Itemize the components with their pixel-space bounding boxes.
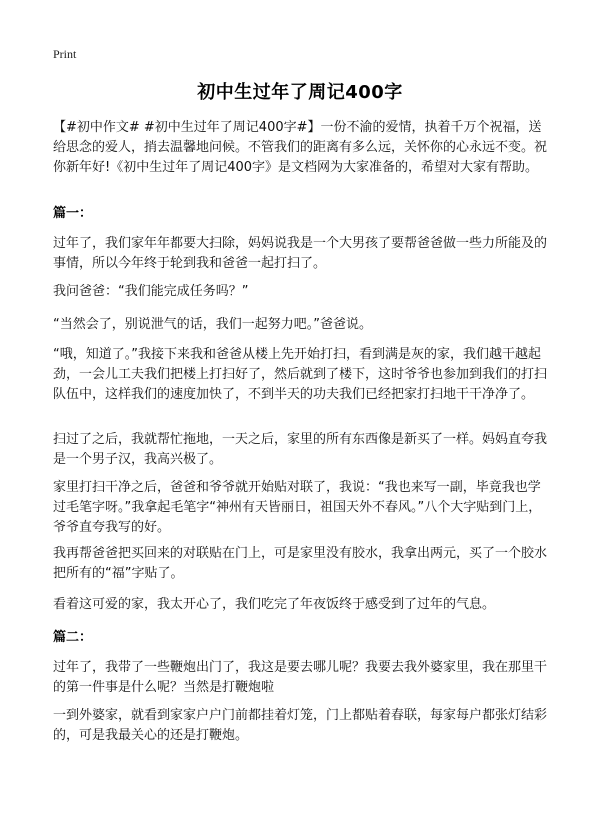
paragraph: 过年了，我们家年年都要大扫除，妈妈说我是一个大男孩了要帮爸爸做一些力所能及的事情，所以今年终于轮到我和爸爸一起打扫了。	[53, 236, 548, 271]
paragraph: 扫过了之后，我就帮忙拖地，一天之后，家里的所有东西像是新买了一样。妈妈直夸我是一个男子汉，我高兴极了。	[53, 432, 548, 467]
print-label[interactable]: Print	[53, 47, 77, 61]
intro-paragraph: 【#初中作文# #初中生过年了周记400字#】一份不渝的爱情，执着千万个祝福，送给思念的爱人，捎去温馨地问候。不管我们的距离有多么远，关怀你的心永远不变。祝你新年好!《初中生过年了周记400字》是文档网为大家准备的，希望对大家有帮助。	[53, 120, 548, 175]
paragraph: “当然会了，别说泄气的话，我们一起努力吧。”爸爸说。	[53, 317, 372, 332]
paragraph: 我问爸爸：“我们能完成任务吗？”	[53, 284, 249, 299]
section-heading-2: 篇二：	[53, 630, 93, 645]
paragraph: 过年了，我带了一些鞭炮出门了，我这是要去哪儿呢？我要去我外婆家里，我在那里干的第一件事是什么呢？当然是打鞭炮啦	[53, 660, 548, 695]
paragraph: 家里打扫干净之后，爸爸和爷爷就开始贴对联了，我说：“我也来写一副，毕竟我也学过毛笔字呀。”我拿起毛笔字“神州有天皆丽日，祖国天外不春风。”八个大字贴到门上，爷爷直夸我写的好。	[53, 480, 542, 535]
paragraph: 看着这可爱的家，我太开心了，我们吃完了年夜饭终于感受到了过年的气息。	[53, 597, 496, 612]
paragraph: “哦，知道了。”我接下来我和爸爸从楼上先开始打扫，看到满是灰的家，我们越干越起劲，一会儿工夫我们把楼上打扫好了，然后就到了楼下，这时爷爷也参加到我们的打扫队伍中，这样我们的速度加快了，不到半天的功夫我们已经把家打扫地干干净净了。	[53, 347, 548, 402]
paragraph: 一到外婆家，就看到家家户户门前都挂着灯笼，门上都贴着春联，每家每户都张灯结彩的，可是我最关心的还是打鞭炮。	[53, 708, 548, 743]
document-title: 初中生过年了周记400字	[197, 82, 403, 103]
paragraph: 我再帮爸爸把买回来的对联贴在门上，可是家里没有胶水，我拿出两元，买了一个胶水把所有的“福”字贴了。	[53, 546, 548, 581]
section-heading-1: 篇一：	[53, 206, 93, 221]
